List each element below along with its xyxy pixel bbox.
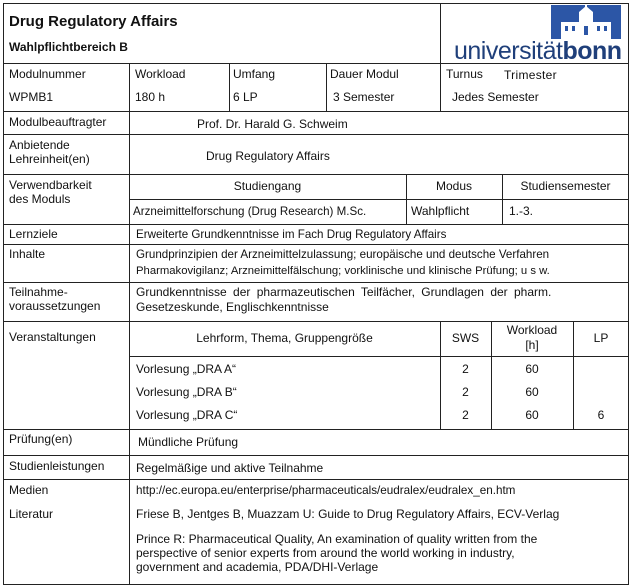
turnus-extra-label: Trimester [504,68,557,82]
rule [3,455,629,456]
pruefung-value: Mündliche Prüfung [138,435,239,449]
rule [440,3,441,63]
beauftragter-label: Modulbeauftragter [9,115,107,129]
rule [3,111,629,112]
lecture-name: Vorlesung „DRA B“ [136,385,237,399]
studiengang-header: Studiengang [233,179,302,193]
lecture-sws: 2 [462,385,469,399]
rule [326,63,327,111]
rule [3,174,629,175]
veranstaltungen-label: Veranstaltungen [9,330,96,344]
beauftragter-value: Prof. Dr. Harald G. Schweim [197,117,348,131]
sws-header: SWS [451,331,480,345]
dauer-value: 3 Semester [333,90,395,104]
studiensemester-header: Studiensemester [520,179,611,193]
rule [3,244,629,245]
inhalte-line-1: Grundprinzipien der Arzneimittelzulassung; europäische und deutsche Verfahren [136,248,550,261]
literatur-label: Literatur [9,507,54,521]
studienleistungen-label: Studienleistungen [9,459,105,473]
rule [129,199,629,200]
lecture-sws: 2 [462,362,469,376]
rule [3,134,629,135]
modus-header: Modus [435,179,473,193]
verwendbarkeit-label-1: Verwendbarkeit [9,178,92,192]
lehrform-header: Lehrform, Thema, Gruppengröße [196,331,373,345]
lecture-name: Vorlesung „DRA A“ [136,362,237,376]
rule [440,63,441,111]
inhalte-label: Inhalte [9,247,46,261]
logo-wordmark [454,38,622,64]
university-logo [448,5,626,65]
lernziele-label: Lernziele [9,227,58,241]
literatur-entry-2-line-1: Prince R: Pharmaceutical Quality, An examination of quality written from the [136,532,538,546]
workload-value: 180 h [135,90,166,104]
dauer-label: Dauer Modul [330,67,399,81]
rule [3,321,629,322]
rule [3,429,629,430]
lecture-workload: 60 [525,362,539,376]
lecture-name: Vorlesung „DRA C“ [136,408,238,422]
turnus-value: Jedes Semester [452,90,539,104]
building-icon [551,5,621,39]
teilnahme-line-2: Gesetzeskunde, Englischkenntnisse [136,300,329,314]
lecture-workload: 60 [525,385,539,399]
medien-link[interactable]: http://ec.europa.eu/enterprise/pharmaceuticals/eudralex/eudralex_en.htm [136,484,516,497]
workload-label: Workload [135,67,186,81]
modulnummer-label: Modulnummer [9,67,86,81]
lecture-workload: 60 [525,408,539,422]
modus-value: Wahlpflicht [411,204,470,218]
workload-header-1: Workload [506,323,558,337]
inhalte-line-2: Pharmakovigilanz; Arzneimittelfälschung; vorklinische und klinische Prüfung; u s w. [136,265,550,277]
rule [3,224,629,225]
verwendbarkeit-label-2: des Moduls [9,192,71,206]
studiensemester-value: 1.-3. [509,204,534,218]
teilnahme-label-2: voraussetzungen [9,299,101,313]
umfang-label: Umfang [233,67,276,81]
rule [3,282,629,283]
studiengang-value: Arzneimittelforschung (Drug Research) M.Sc. [133,205,367,218]
workload-header-2: [h] [525,338,539,352]
medien-label: Medien [9,483,49,497]
lernziele-value: Erweiterte Grundkenntnisse im Fach Drug Regulatory Affairs [136,228,447,241]
lehreinheit-label-2: Lehreinheit(en) [9,152,90,166]
lehreinheit-label-1: Anbietende [9,138,70,152]
literatur-entry-1: Friese B, Jentges B, Muazzam U: Guide to Drug Regulatory Affairs, ECV-Verlag [136,507,560,521]
lecture-lp: 6 [597,408,605,422]
lecture-sws: 2 [462,408,469,422]
literatur-entry-2-line-3: government and academia, PDA/DHI-Verlage [136,560,379,574]
page-subtitle: Wahlpflichtbereich B [9,40,128,54]
modulnummer-value: WPMB1 [9,90,54,104]
rule [3,479,629,480]
teilnahme-line-1: Grundkenntnisse der pharmazeutischen Teilfächer, Grundlagen der pharm. [136,285,552,299]
rule [129,356,629,357]
logo-suffix: bonn [562,37,622,65]
studienleistungen-value: Regelmäßige und aktive Teilnahme [136,461,324,475]
literatur-entry-2-line-2: perspective of senior experts from around the world working in industry, [136,546,515,560]
logo-prefix: universität [454,37,563,65]
lp-header: LP [593,331,609,345]
turnus-label: Turnus [446,67,483,81]
lehreinheit-value: Drug Regulatory Affairs [206,149,330,163]
rule [229,63,230,111]
umfang-value: 6 LP [233,90,258,104]
page-title: Drug Regulatory Affairs [9,13,178,30]
pruefung-label: Prüfung(en) [9,432,73,446]
rule [129,63,130,585]
teilnahme-label-1: Teilnahme- [9,285,68,299]
